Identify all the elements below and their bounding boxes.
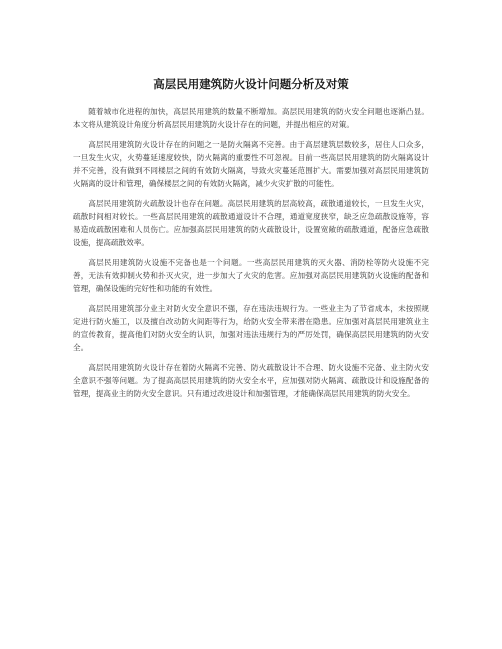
document-body xyxy=(73,105,429,407)
paragraph-fire-facilities: 高层民用建筑防火设施不完备也是一个问题。一些高层民用建筑的灭火器、消防栓等防火设施不完善，无法有效抑制火势和扑灭火灾，进一步加大了火灾的危害。应加强对高层民用建筑防火设施的配备和管理，确保设施的完好性和功能的有效性。 xyxy=(73,258,429,293)
paragraph-intro: 随着城市化进程的加快，高层民用建筑的数量不断增加。高层民用建筑的防火安全问题也逐渐凸显。本文将从建筑设计角度分析高层民用建筑防火设计存在的问题，并提出相应的对策。 xyxy=(73,107,429,129)
paragraph-owner-awareness: 高层民用建筑部分业主对防火安全意识不强，存在违法违规行为。一些业主为了节省成本，未按照规定进行防火施工，以及擅自改动防火间距等行为，给防火安全带来潜在隐患。应加强对高层民用建筑业主的宣传教育，提高他们对防火安全的认识，加强对违法违规行为的严厉处罚，确保高层民用建筑的防火安全。 xyxy=(73,304,429,352)
paragraph-fire-separation: 高层民用建筑防火设计存在的问题之一是防火隔离不完善。由于高层建筑层数较多，居住人口众多，一旦发生火灾，火势蔓延速度较快，防火隔离的重要性不可忽视。目前一些高层民用建筑的防火隔离设计并不完善，没有做到不同楼层之间的有效防火隔离，导致火灾蔓延范围扩大。需要加强对高层民用建筑防火隔离的设计和管理，确保楼层之间的有效防火隔离，减少火灾扩散的可能性。 xyxy=(73,140,429,188)
paragraph-conclusion: 高层民用建筑防火设计存在着防火隔离不完善、防火疏散设计不合理、防火设施不完备、业主防火安全意识不强等问题。为了提高高层民用建筑的防火安全水平，应加强对防火隔离、疏散设计和设施配备的管理，提高业主的防火安全意识。只有通过改进设计和加强管理，才能确保高层民用建筑的防火安全。 xyxy=(73,363,429,398)
document-title: 高层民用建筑防火设计问题分析及对策 xyxy=(153,77,349,91)
paragraph-evacuation: 高层民用建筑防火疏散设计也存在问题。高层民用建筑的层高较高，疏散通道较长，一旦发生火灾，疏散时间相对较长。一些高层民用建筑的疏散通道设计不合理，通道宽度狭窄，缺乏应急疏散设施等，容易造成疏散困难和人员伤亡。应加强高层民用建筑的防火疏散设计，设置宽敞的疏散通道，配备应急疏散设施，提高疏散效率。 xyxy=(73,199,429,247)
